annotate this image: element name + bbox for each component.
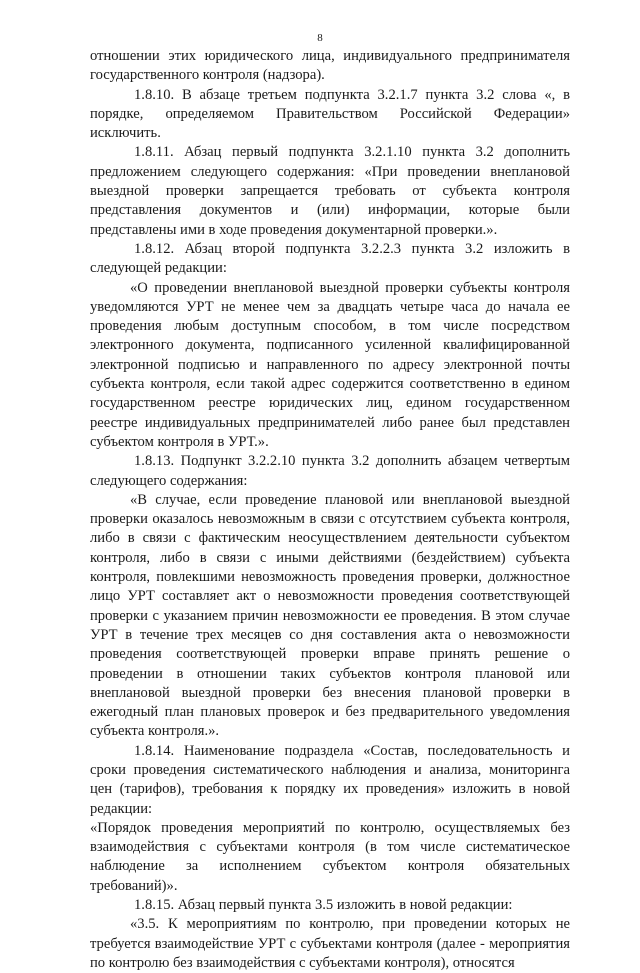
- quote-subsection-title: «Порядок проведения мероприятий по контролю, осуществляемых без взаимодействия с субъектами контроля (в том числе систематическое наблюдение за исполнением субъектом контроля обязательных требований)».: [90, 819, 570, 894]
- paragraph-1-8-11: 1.8.11. Абзац первый подпункта 3.2.1.10 пункта 3.2 дополнить предложением следующего содержания: «При проведении внеплановой выездной проверки запрещается требовать от субъекта контроля представления документов и (или) информации, которые были представлены ими в ходе проведения документарной проверки.».: [90, 144, 570, 238]
- quote-item-3-5: «3.5. К мероприятиям по контролю, при проведении которых не требуется взаимодействие УРТ с субъектами контроля (далее - мероприятия по контролю без взаимодействия с субъектами контроля), относятся: [90, 916, 570, 971]
- paragraph-1-8-10: 1.8.10. В абзаце третьем подпункта 3.2.1.7 пункта 3.2 слова «, в порядке, определяемом Правительством Российской Федерации» исключить.: [90, 86, 570, 142]
- paragraph-1-8-12: 1.8.12. Абзац второй подпункта 3.2.2.3 пункта 3.2 изложить в следующей редакции:: [90, 240, 570, 277]
- paragraph-continuation: отношении этих юридического лица, индивидуального предпринимателя государственного контроля (надзора).: [90, 48, 570, 84]
- paragraph-1-8-13: 1.8.13. Подпункт 3.2.2.10 пункта 3.2 дополнить абзацем четвертым следующего содержания:: [90, 453, 570, 489]
- page-number: 8: [317, 32, 323, 44]
- paragraph-1-8-15: 1.8.15. Абзац первый пункта 3.5 изложить в новой редакции:: [134, 897, 513, 914]
- quote-inspection-impossibility: «В случае, если проведение плановой или внеплановой выездной проверки оказалось невозможным в связи с отсутствием субъекта контроля, либо в связи с фактическим неосуществлением деятельности субъектом контроля, либо в связи с иными действиями (бездействием) субъекта контроля, повлекшими невозможность проведения проверки, должностное лицо УРТ составляет акт о невозможности проведения соответствующей проверки с указанием причин невозможности ее проведения. В этом случае УРТ в течение трех месяцев со дня составления акта о невозможности проведения соответствующей проверки вправе принять решение о проведении в отношении таких субъектов контроля плановой или внеплановой выездной проверки без внесения плановой проверки в ежегодный план плановых проверок и без предварительного уведомления субъекта контроля.».: [90, 491, 570, 740]
- paragraph-1-8-14: 1.8.14. Наименование подраздела «Состав, последовательность и сроки проведения систематического наблюдения и анализа, мониторинга цен (тарифов), требования к порядку их проведения» изложить в новой редакции:: [90, 742, 570, 817]
- quote-unscheduled-inspection-notice: «О проведении внеплановой выездной проверки субъекты контроля уведомляются УРТ не менее чем за двадцать четыре часа до начала ее проведения любым доступным способом, в том числе посредством электронного документа, подписанного усиленной квалифицированной электронной подписью и направленного по адресу электронной почты субъекта контроля, если такой адрес содержится соответственно в едином государственном реестре юридических лиц, едином государственном реестре индивидуальных предпринимателей либо ранее был представлен субъектом контроля в УРТ.».: [90, 279, 570, 450]
- document-body: [90, 47, 570, 973]
